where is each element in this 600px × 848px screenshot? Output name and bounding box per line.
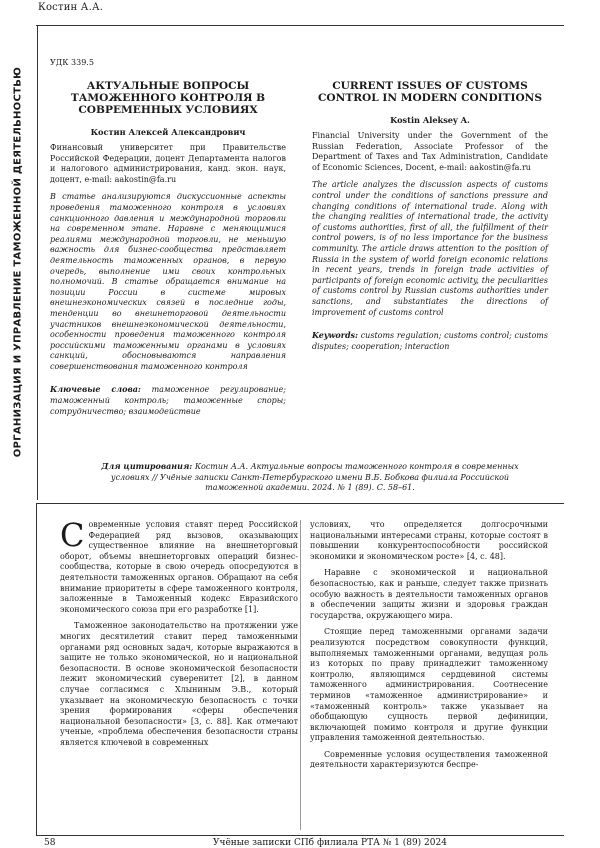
abstract-en: The article analyzes the discussion aspects of customs control under the conditions of sanctions pressure and changing conditions of international trade. Along with the changing realities of international trade, the activity of customs authorities, first of all, the fulfillment of their control powers, is of no less importance for the business community. The article draws attention to the position of Russia in the system of world foreign economic relations in recent years, trends in foreign trade activities of participants of foreign economic activity, the peculiarities of customs control by Russian customs authorities under sanctions, and substantiates the directions of improvement of customs control [312,180,548,317]
abstract-ru: В статье анализируются дискуссионные аспекты проведения таможенного контроля в условиях санкционного давления и международной торговли на современном этапе. Наравне с меняющимися реалиями международной торговли, не меньшую важность для бизнес-сообщества представляет деятельность таможенных органов, в первую очередь, выполнение ими своих контрольных полномочий. В статье обращается внимание на позиции России в системе мировых внешнеэкономических связей в последние годы, тенденции во внешнеторговой деятельности участников внешнеэкономической деятельности, особенности проведения таможенного контроля российскими таможенными органами в условиях санкций, обосновываются направления совершенствования таможенного контроля [50,192,286,371]
body-column-left [60,516,298,748]
footer-rule [36,835,564,836]
body-paragraph: Наравне с экономической и национальной безопасностью, как и раньше, следует также признать особую важность в деятельности таможенных органов в обеспечении защиты жизни и здоровья граждан государства, окружающего мира. [310,568,548,620]
paragraph-text: овременные условия ставят перед Российской Федерацией ряд вызовов, оказывающих существенное влияние на внешнеторговый оборот, объемы внешнеторговых операций бизнес-сообщества, которые в свою очередь опосредуются в деятельности таможенных органов. Обращают на себя внимание приоритеты в сфере таможенного контроля, заложенные в Таможенный кодекс Евразийского экономического союза при его разработке [1]. [60,520,298,614]
body-paragraph: Современные условия осуществления таможенной деятельности характеризуются беспре- [310,749,548,770]
section-title-vertical: ОРГАНИЗАЦИЯ И УПРАВЛЕНИЕ ТАМОЖЕННОЙ ДЕЯТЕЛЬНОСТЬЮ [12,66,24,458]
affiliation-en: Financial University under the Government of the Russian Federation, Associate Professor of the Department of Taxes and Tax Administration, Candidate of Economic Sciences, Docent, e-mail: aakostin@fa.ru [312,131,548,172]
body-column-right [310,520,548,771]
section-separator [36,503,564,504]
citation-block [90,461,530,494]
keywords-label-en: Keywords: [312,330,359,341]
russian-column [50,58,286,417]
page-number: 58 [44,838,56,848]
header-rule [36,25,564,26]
keywords-label-ru: Ключевые слова: [50,384,141,395]
article-title-ru: АКТУАЛЬНЫЕ ВОПРОСЫ ТАМОЖЕННОГО КОНТРОЛЯ В СОВРЕМЕННЫХ УСЛОВИЯХ [70,80,266,116]
english-column [312,58,548,352]
udk-spacer [312,58,548,76]
keywords-text-ru: таможенное регулирование; таможенный контроль; таможенные споры; сотрудничество; взаимодействие [50,385,286,416]
author-name-ru: Костин Алексей Александрович [90,127,246,137]
keywords-en [312,330,548,352]
citation-label: Для цитирования: [101,461,193,471]
citation-text: Костин А.А. Актуальные вопросы таможенного контроля в современных условиях // Учёные записки Санкт-Петербургского имени В.Б. Бобкова филиала Российской таможенной академии. 2024. № 1 (89). С. 58–61. [110,462,519,493]
article-title-en: CURRENT ISSUES OF CUSTOMS CONTROL IN MODERN CONDITIONS [318,80,542,104]
affiliation-ru: Финансовый университет при Правительстве Российской Федерации, доцент Департамента налогов и налогового администрирования, канд. экон. наук, доцент, e-mail: aakostin@fa.ru [50,143,286,184]
body-paragraph: Таможенное законодательство на протяжении уже многих десятилетий ставит перед таможенными органами ряд основных задач, которые выражаются в защите не только экономической, но и национальной безопасности. В основе экономической безопасности лежит экономический суверенитет [2], в данном случае согласимся с Хлыниным Э.В., который указывает на экономическую безопасность с точки зрения формирования «сферы обеспечения национальной безопасности» [3, с. 88]. Как отмечают ученые, «проблема обеспечения безопасности страны является ключевой в современных [60,621,298,747]
journal-footer: Учёные записки СПб филиала РТА № 1 (89) 2024 [213,838,447,848]
body-paragraph: условиях, что определяется долгосрочными национальными интересами страны, которые состоят в повышении конкурентоспособности российской экономики и экономическом росте» [4, с. 48]. [310,520,548,561]
keywords-ru [50,384,286,417]
page-left-rule [36,503,37,835]
column-divider [300,520,301,830]
running-header-author: Костин А.А. [38,2,104,13]
author-name-en: Kostin Aleksey A. [390,115,470,125]
drop-cap: С [60,516,85,554]
body-paragraph: Стоящие перед таможенными органами задачи реализуются посредством совокупности функций, выполняемых таможенными органами, ведущая роль из которых по праву принадлежит таможенному контролю, являющимся сердцевиной системы таможенного администрирования. Соотнесение терминов «таможенное администрирование» и «таможенный контроль» также указывает на обобщающую сущность первой дефиниции, включающей помимо контроля и другие функции управления таможенной деятельностью. [310,627,548,743]
body-paragraph [60,516,298,615]
keywords-text-en: customs regulation; customs control; customs disputes; cooperation; interaction [312,331,548,351]
udk-code: УДК 339.5 [50,58,94,67]
